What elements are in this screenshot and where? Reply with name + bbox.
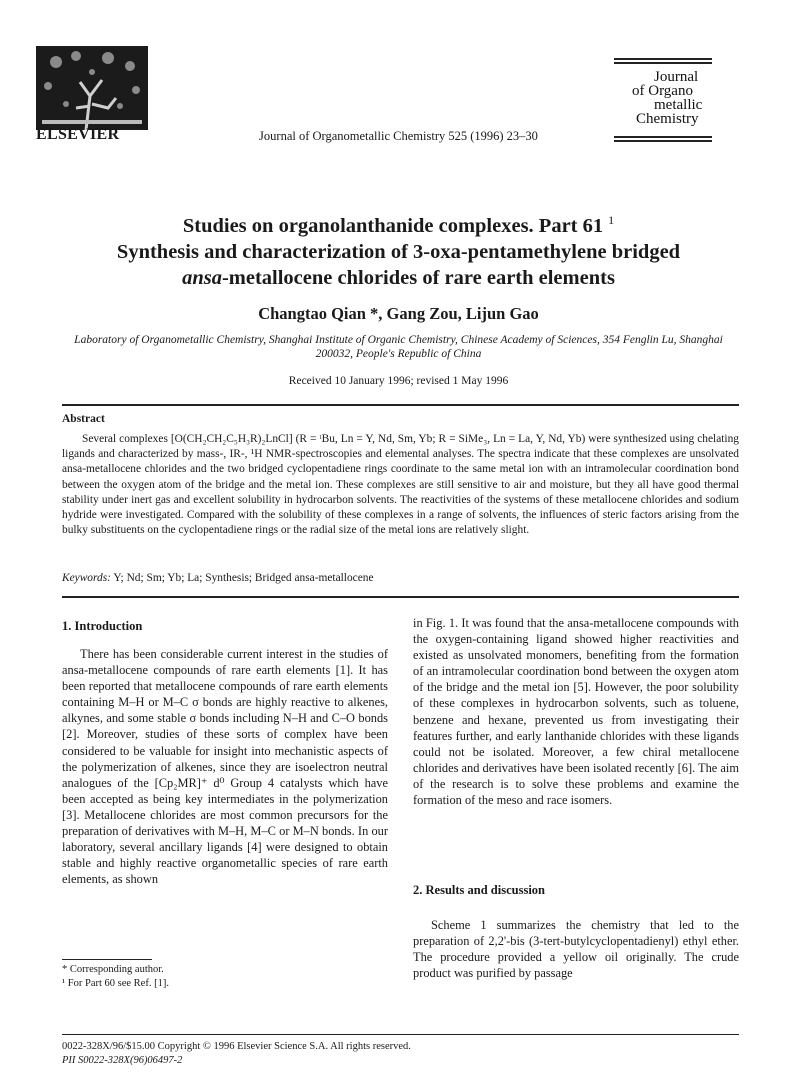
- introduction-continuation: in Fig. 1. It was found that the ansa-metallocene compounds with the oxygen-containing ligand showed higher reactivities and existed as unsolvated monomers, benefiting from the formation of an intramolecular coordination bond between the oxygen atom of the bridge and the metal ion [5]. However, the poor solubility of these complexes in hydrocarbon solvents, such as toluene, benzene and hexane, prevented us from investigating their features further, and early lanthanide chlorides with these ligands could not be isolated. Moreover, a few chiral metallocene chlorides and derivatives have been isolated recently [6]. The aim of the research is to solve these problems and examine the formation of the meso and race isomers.: [413, 616, 739, 808]
- title-italic: ansa: [182, 266, 222, 289]
- title-line-2: Synthesis and characterization of 3-oxa-pentamethylene bridged: [116, 240, 681, 263]
- journal-reference: Journal of Organometallic Chemistry 525 (1996) 23–30: [259, 129, 538, 143]
- divider: [62, 596, 739, 598]
- results-paragraph: Scheme 1 summarizes the chemistry that led to the preparation of 2,2'-bis (3-tert-butylcyclopentadienyl) ethyl ether. The procedure provided a yellow oil originally. The crude product was purified by passage: [413, 918, 739, 981]
- copyright: [62, 1040, 411, 1068]
- title-footnote-mark: 1: [608, 213, 615, 227]
- journal-logo-line: of Organo: [632, 83, 693, 99]
- journal-logo-line: Chemistry: [636, 111, 699, 127]
- copyright-line: 0022-328X/96/$15.00 Copyright © 1996 Elsevier Science S.A. All rights reserved.: [62, 1041, 411, 1052]
- abstract-text: Several complexes [O(CH₂CH₂C₅H₃R)₂LnCl] (R = ᵗBu, Ln = Y, Nd, Sm, Yb; R = SiMe₃, Ln = La, Y, Nd, Yb) were synthesized using chelating ligands and characterized by mass-, IR-, ¹H NMR-spectroscopies and elemental analyses. The spectra indicate that these complexes are unsolvated ansa-metallocene chlorides and the two bridged cyclopentadiene rings coordinate to the same metal ion with an intramolecular coordination bond between the oxygen atom of the bridge and the metal ion. These complexes are still sensitive to air and moisture, but they all have good thermal stability under inert gas and excellent solubility in hydrocarbon solvents. The reactivities of the systems of these metallocene chlorides and sodium hydride were investigated. Compared with the solubility of these complexes in a range of solvents, the influences of steric factors arising from the bulky substituents on the cyclopentadiene rings or the radial size of the metal ions are relatively slight.: [62, 433, 739, 537]
- divider: [62, 1034, 739, 1035]
- title-line-1: Studies on organolanthanide complexes. Part 61: [182, 214, 604, 237]
- divider: [62, 404, 739, 406]
- journal-logo: [614, 58, 712, 148]
- abstract-heading: Abstract: [62, 413, 105, 425]
- introduction-paragraph: There has been considerable current interest in the studies of ansa-metallocene compounds of rare earth elements [1]. It has been reported that metallocene compounds of rare earth elements containing M–H or M–C σ bonds are highly reactive to alkenes, alkynes, and some stable σ bonds including N–H and C–O bonds [2]. Moreover, studies of these sorts of complex have been considered to be valuable for insight into mechanistic aspects of the polymerization of alkenes, since they are isoelectron neutral analogues of the [Cp₂MR]⁺ d⁰ Group 4 catalysts which have been accepted as being key intermediates in the polymerization [3]. Metallocene chlorides are most common precursors for the preparation of derivatives with M–H, M–C or M–N bonds. In our laboratory, several ancillary ligands [4] were designed to obtain stable and highly reactive organometallic species of rare earth elements, as shown: [62, 647, 388, 887]
- keywords: [62, 572, 374, 584]
- section-heading: 2. Results and discussion: [413, 883, 545, 897]
- section-heading: 1. Introduction: [62, 619, 143, 633]
- footnote-part: ¹ For Part 60 see Ref. [1].: [62, 978, 169, 989]
- title-line-3: -metallocene chlorides of rare earth elements: [221, 266, 615, 289]
- journal-logo-line: metallic: [654, 97, 703, 113]
- footnote-divider: [62, 959, 152, 960]
- journal-logo-line: Journal: [654, 69, 699, 85]
- keywords-list: Y; Nd; Sm; Yb; La; Synthesis; Bridged ansa-metallocene: [113, 572, 374, 584]
- footnote-corresponding: * Corresponding author.: [62, 964, 164, 975]
- elsevier-tree-logo: [36, 46, 148, 130]
- received-dates: Received 10 January 1996; revised 1 May 1996: [288, 375, 509, 387]
- article-title: [40, 207, 757, 291]
- publisher-name: ELSEVIER: [36, 126, 120, 143]
- affiliation: Laboratory of Organometallic Chemistry, Shanghai Institute of Organic Chemistry, Chinese Academy of Sciences, 354 Fenglin Lu, Shanghai 200032, People's Republic of China: [74, 334, 723, 360]
- pii: PII S0022-328X(96)06497-2: [62, 1055, 183, 1066]
- keywords-label: Keywords:: [62, 572, 111, 584]
- authors: Changtao Qian *, Gang Zou, Lijun Gao: [258, 304, 539, 323]
